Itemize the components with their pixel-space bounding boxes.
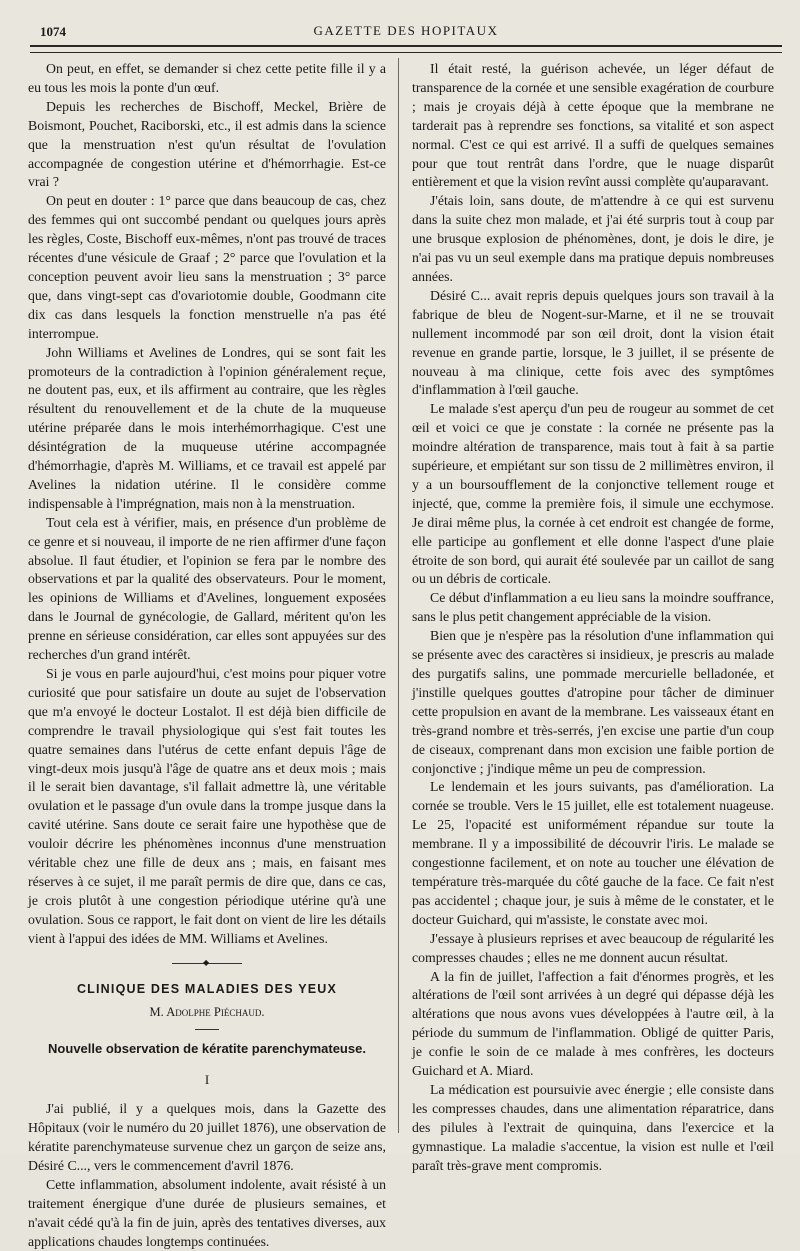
paragraph: Désiré C... avait repris depuis quelques jours son travail à la fabrique de bleu de Nogent-sur-Marne, et il ne se trouvait nullement incommodé par son œil droit, dont la vision était revenue en grande partie, lorsque, le 3 juillet, il se présente de nouveau à ma clinique, cette fois avec des symptômes d'inflammation à l'œil gauche. [412,287,774,398]
column-divider [398,58,399,1133]
section-heading-block [28,963,386,1091]
paragraph: A la fin de juillet, l'affection a fait d'énormes progrès, et les altérations de l'œil sont arrivées à un degré qui dépasse déjà les altérations que nous avons vues développées à l'autre œil, à la période du summum de l'inflammation. Obligé de quitter Paris, je confie le soin de ce malade à mes confrères, les docteurs Guichard et A. Miard. [412,968,774,1079]
paragraph: John Williams et Avelines de Londres, qui se sont fait les promoteurs de la contradiction à l'opinion généralement reçue, ne doutent pas, eux, et ils affirment au contraire, que les règles résultent du renouvellement et de la chute de la muqueuse utérine préparée dans le mois interhémorrhagique. C'est une désintégration de la muqueuse utérine accompagnée d'hémorrhagie, d'après M. Williams, et ce travail est appelé par Avelines la nidation utérine. Il le considère comme indispensable à l'imprégnation, mais non à la menstruation. [28,344,386,511]
paragraph: Tout cela est à vérifier, mais, en présence d'un problème de ce genre et si nouveau, il importe de ne rien affirmer d'une façon absolue. Il faut étudier, et l'opinion se fera par le nombre des observations et par la qualité des observateurs. Pour le moment, les opinions de Williams et d'Avelines, longuement exposées dans le Journal de gynécologie, de Gallard, méritent qu'on les prenne en sérieuse considération, car elles sont appuyées sur des recherches d'un grand intérêt. [28,514,386,663]
section-author [28,1003,386,1022]
short-divider [195,1029,219,1030]
page-header [30,18,782,48]
paragraph: J'ai publié, il y a quelques mois, dans la Gazette des Hôpitaux (voir le numéro du 20 juillet 1876), une observation de kératite parenchymateuse survenue chez un garçon de seize ans, Désiré C..., vers le commencement d'avril 1876. [28,1101,386,1173]
author-name: M. Adolphe Piéchaud. [149,1004,265,1019]
paragraph: J'étais loin, sans doute, de m'attendre à ce qui est survenu dans la suite chez mon malade, et j'ai été surpris tout à coup par une brusque explosion de phénomènes, dont, je dois le dire, je n'ai pas vu un seul exemple dans ma pratique depuis nombreuses années. [412,193,774,284]
paragraph: On peut en douter : 1° parce que dans beaucoup de cas, chez des femmes qui ont succombé pendant ou quelques jours après les règles, Coste, Bischoff eux-mêmes, n'ont pas trouvé de traces récentes d'une vésicule de Graaf ; 2° parce que l'ovulation et la conception peuvent avoir lieu sans la menstruation ; 3° parce que, dans vingt-sept cas d'ovariotomie double, Goodmann cite dix cas dans lesquels la fonction menstruelle n'a pas été interrompue. [28,193,386,341]
paragraph: Ce début d'inflammation a eu lieu sans la moindre souffrance, sans le plus petit changement appréciable de la vision. [412,590,774,625]
paragraph: Le malade s'est aperçu d'un peu de rougeur au sommet de cet œil et voici ce que je constate : la cornée ne présente pas la moindre altération de transparence, mais tout à fait à sa partie supérieure, et empiétant sur son tissu de 2 millimètres environ, il y a un boursoufflement de la conjonctive tellement rouge et injecté, que, comme la première fois, il simule une ecchymose. Je dirai même plus, la cornée à cet endroit est changée de forme, elle participe au gonflement et elle donne l'aspect d'une plaie étroite de son bord, qui aurait été soulevée par un caillot de sang ou un débris de corticale. [412,401,774,587]
right-column [412,60,774,1175]
page-number: 1074 [40,24,66,39]
paragraph: Depuis les recherches de Bischoff, Meckel, Brière de Boismont, Pouchet, Raciborski, etc., il est admis dans la science que la menstruation n'est qu'un résultat de l'ovulation accompagnée de congestion utérine et d'hémorrhagie. Est-ce vrai ? [28,98,386,190]
paragraph: La médication est poursuivie avec énergie ; elle consiste dans les compresses chaudes, dans une alimentation réparatrice, dans des pilules à l'extrait de quinquina, dans l'exercice et la gymnastique. La maladie s'accentue, la vision est nulle et l'œil paraît très-grave ment compromis. [412,1081,774,1173]
paragraph: Bien que je n'espère pas la résolution d'une inflammation qui se présente avec des caractères si insidieux, je prescris au malade des purgatifs salins, une pommade mercurielle belladonée, et j'instille quelques gouttes d'atropine pour tâcher de diminuer cette propulsion en avant de la membrane. Les vaisseaux étant en très-grand nombre et très-serrés, j'en excise une partie d'un coup de ciseaux, comprenant dans mon excision une faible portion de conjonctive ; j'indique même un peu de compression. [412,628,774,776]
article-title: Nouvelle observation de kératite parenchymateuse. [48,1041,366,1057]
header-rule-thin [30,52,782,53]
paragraph: Cette inflammation, absolument indolente, avait résisté à un traitement énergique d'une durée de plusieurs semaines, et n'avait cédé qu'à la fin de juin, après des tentatives diverses, aux applications chaudes longtemps continuées. [28,1176,386,1249]
section-title: CLINIQUE DES MALADIES DES YEUX [76,981,338,996]
header-rule-thick [30,45,782,47]
article-numeral: I [204,1072,210,1088]
left-column [28,60,386,1251]
running-head: GAZETTE DES HOPITAUX [313,23,499,38]
paragraph: Il était resté, la guérison achevée, un léger défaut de transparence de la cornée et une sensible exagération de courbure ; mais je croyais déjà à cette époque que la membrane ne tarderait pas à reprendre ses fonctions, sa vitalité et son aspect normal. C'est ce qui est arrivé. Il a suffi de quelques semaines pour que tout rentrât dans l'ordre, que le nuage disparût entièrement et que la vision revînt aussi complète qu'auparavant. [412,61,774,190]
paragraph: Le lendemain et les jours suivants, pas d'amélioration. La cornée se trouble. Vers le 15 juillet, elle est totalement nuageuse. Le 25, l'opacité est uniformément répandue sur toute la membrane. Il y a impossibilité de découvrir l'iris. Le malade se congestionne facilement, et on note au toucher une élévation de température très-marquée du côté gauche de la face. Ce fait n'est pas accidentel ; chaque jour, je suis à même de le constater, et le docteur Guichard, qui m'assiste, le constate avec moi. [412,779,774,927]
paragraph: J'essaye à plusieurs reprises et avec beaucoup de régularité les compresses chaudes ; elles ne me donnent aucun résultat. [412,930,774,965]
section-divider [172,963,242,964]
paragraph: Si je vous en parle aujourd'hui, c'est moins pour piquer votre curiosité que pour satisfaire un doute au sujet de l'observation que m'a envoyé le docteur Lostalot. Il est déjà bien difficile de comprendre le travail physiologique qui s'est fait toutes les quatre semaines dans l'utérus de cette enfant depuis l'âge de vingt-deux mois jusqu'à l'âge de quatre ans et deux mois ; mais il le serait bien davantage, s'il fallait admettre là, une véritable ovulation et le passage d'un ovule dans la trompe jusque dans la cavité utérine. Sans doute ce serait faire une hypothèse que de vouloir décrire les phénomènes inconnus d'une menstruation véritable chez une fille de deux ans ; mais, en faisant mes réserves à ce sujet, il me paraît permis de dire que, dans ce cas, je crois plutôt à une congestion périodique utérine qu'à une ovulation. Sous ce rapport, le fait dont on vient de lire les détails vient à l'appui des idées de MM. Williams et Avelines. [28,666,386,946]
paragraph: On peut, en effet, se demander si chez cette petite fille il y a eu tous les mois la ponte d'un œuf. [28,61,386,95]
